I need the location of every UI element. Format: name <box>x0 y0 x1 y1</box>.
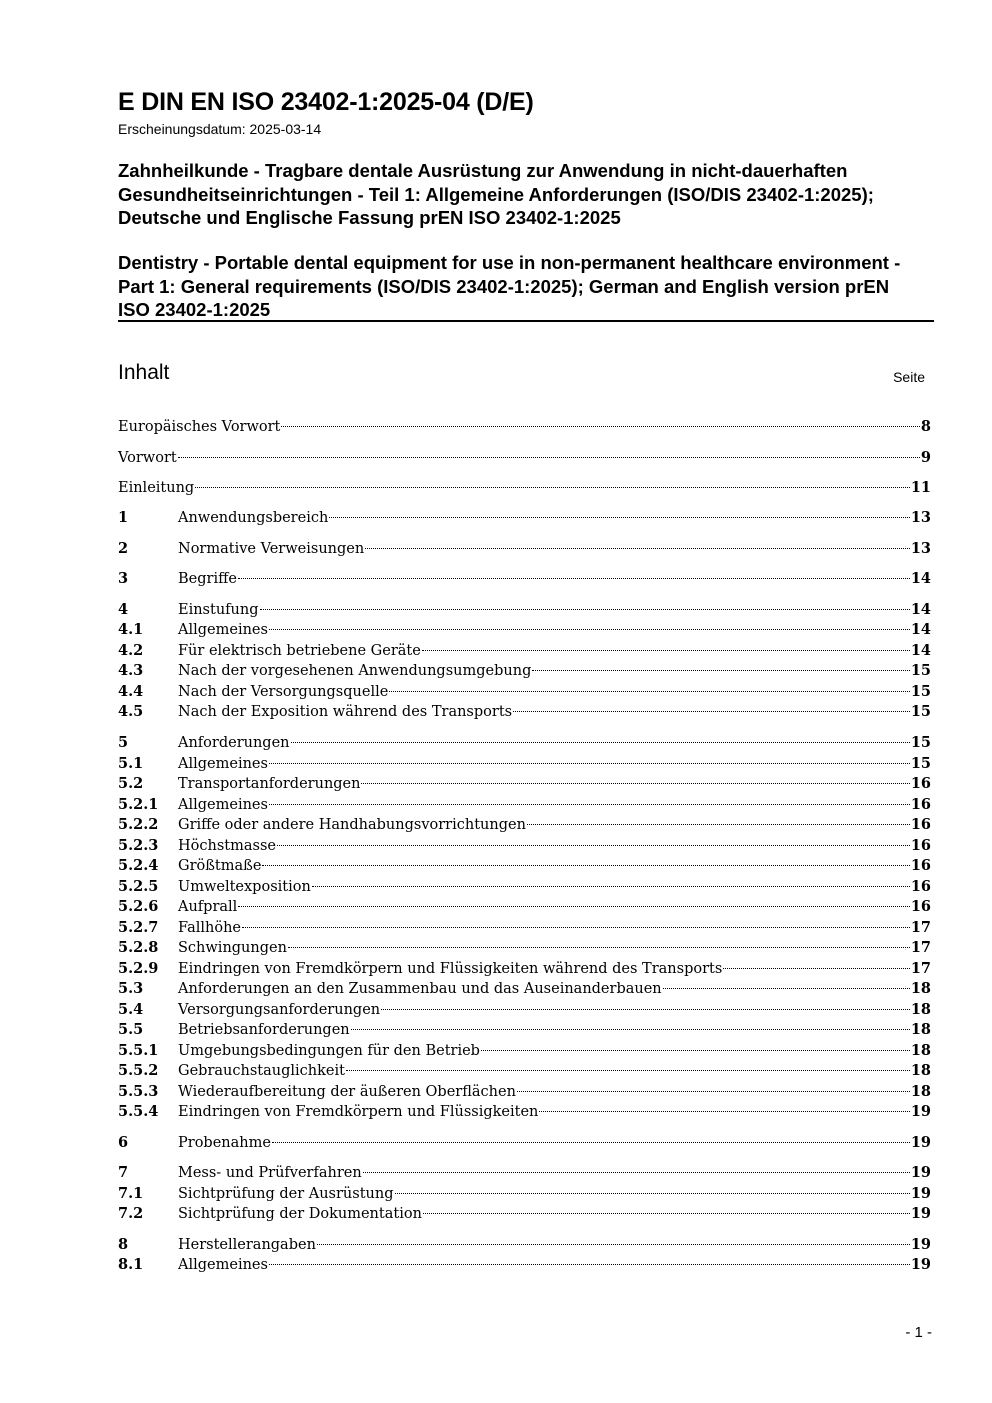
toc-entry-page: 15 <box>910 683 931 700</box>
toc-entry-number: 8 <box>118 1236 129 1253</box>
toc-entry-page: 11 <box>910 479 931 496</box>
toc-dot-leader <box>260 609 910 610</box>
toc-entry-page: 19 <box>910 1134 931 1151</box>
toc-entry[interactable] <box>118 938 931 958</box>
toc-entry-title: Sichtprüfung der Dokumentation <box>178 1206 422 1222</box>
toc-entry[interactable] <box>118 918 931 938</box>
toc-entry[interactable] <box>118 856 931 876</box>
toc-entry[interactable] <box>118 815 931 835</box>
toc-entry[interactable] <box>118 1163 931 1183</box>
toc-entry[interactable] <box>118 1255 931 1275</box>
toc-entry[interactable] <box>118 1041 931 1061</box>
toc-entry-number: 5.5 <box>118 1021 144 1038</box>
toc-dot-leader <box>365 548 910 549</box>
toc-entry[interactable] <box>118 448 931 468</box>
toc-entry-page: 14 <box>910 601 931 618</box>
toc-dot-leader <box>269 629 910 630</box>
toc-entry-number: 6 <box>118 1134 129 1151</box>
toc-dot-leader <box>291 742 910 743</box>
toc-dot-leader <box>269 804 910 805</box>
toc-entry-number: 5.5.2 <box>118 1062 159 1079</box>
toc-entry-number: 4.4 <box>118 683 144 700</box>
toc-entry-number: 2 <box>118 540 129 557</box>
toc-entry-page: 19 <box>910 1236 931 1253</box>
toc-entry-number: 5.3 <box>118 980 144 997</box>
toc-entry-title: Allgemeines <box>178 756 268 772</box>
toc-dot-leader <box>329 517 910 518</box>
toc-entry[interactable] <box>118 1082 931 1102</box>
toc-entry[interactable] <box>118 1235 931 1255</box>
toc-entry-title: Für elektrisch betriebene Geräte <box>178 643 421 659</box>
toc-entry-page: 15 <box>910 703 931 720</box>
toc-entry[interactable] <box>118 641 931 661</box>
toc-entry[interactable] <box>118 877 931 897</box>
toc-entry-title: Nach der Exposition während des Transports <box>178 704 513 720</box>
toc-entry-page: 14 <box>910 570 931 587</box>
toc-dot-leader <box>195 487 910 488</box>
toc-entry[interactable] <box>118 1133 931 1153</box>
title-english: Dentistry - Portable dental equipment for use in non-permanent healthcare environment - Part 1: General requirements (ISO/DIS 23402-1:2025); German and English version prEN ISO 23402-1:2025 <box>118 252 901 320</box>
toc-entry-page: 14 <box>910 642 931 659</box>
toc-entry-page: 18 <box>910 980 931 997</box>
toc-entry-number: 5.2.5 <box>118 878 159 895</box>
toc-entry-number: 4.5 <box>118 703 144 720</box>
toc-entry-title: Eindringen von Fremdkörpern und Flüssigkeiten <box>178 1104 539 1120</box>
toc-entry-page: 16 <box>910 775 931 792</box>
toc-entry-title: Europäisches Vorwort <box>118 419 281 435</box>
toc-entry-title: Wiederaufbereitung der äußeren Oberflächen <box>178 1084 516 1100</box>
page-number: - 1 - <box>905 1324 932 1341</box>
toc-dot-leader <box>272 1142 910 1143</box>
toc-entry-page: 17 <box>910 960 931 977</box>
toc-entry-title: Nach der vorgesehenen Anwendungsumgebung <box>178 663 532 679</box>
toc-entry[interactable] <box>118 508 931 528</box>
toc-entry-number: 7.1 <box>118 1185 144 1202</box>
toc-entry-page: 19 <box>910 1103 931 1120</box>
toc-entry-number: 5.5.4 <box>118 1103 159 1120</box>
toc-entry[interactable] <box>118 733 931 753</box>
toc-entry-title: Schwingungen <box>178 940 287 956</box>
toc-entry-title: Betriebsanforderungen <box>178 1022 350 1038</box>
toc-entry[interactable] <box>118 959 931 979</box>
toc-entry[interactable] <box>118 1204 931 1224</box>
toc-entry-title: Eindringen von Fremdkörpern und Flüssigkeiten während des Transports <box>178 961 723 977</box>
toc-entry-number: 5.2.7 <box>118 919 159 936</box>
toc-entry-title: Versorgungsanforderungen <box>178 1002 381 1018</box>
toc-dot-leader <box>281 426 920 427</box>
toc-entry[interactable] <box>118 897 931 917</box>
toc-entry[interactable] <box>118 661 931 681</box>
toc-entry[interactable] <box>118 1184 931 1204</box>
toc-entry-page: 18 <box>910 1021 931 1038</box>
toc-entry[interactable] <box>118 417 931 437</box>
toc-dot-leader <box>381 1009 910 1010</box>
toc-entry[interactable] <box>118 795 931 815</box>
toc-entry[interactable] <box>118 1020 931 1040</box>
toc-entry-title: Anwendungsbereich <box>178 510 329 526</box>
toc-entry-number: 4.3 <box>118 662 144 679</box>
toc-dot-leader <box>361 783 909 784</box>
toc-entry-title: Anforderungen an den Zusammenbau und das Auseinanderbauen <box>178 981 662 997</box>
toc-entry-title: Höchstmasse <box>178 838 276 854</box>
toc-dot-leader <box>363 1172 910 1173</box>
toc-entry-title: Einleitung <box>118 480 195 496</box>
toc-dot-leader <box>351 1029 910 1030</box>
toc-entry-title: Normative Verweisungen <box>178 541 365 557</box>
toc-entry-page: 16 <box>910 878 931 895</box>
toc-entry[interactable] <box>118 1061 931 1081</box>
toc-entry-title: Anforderungen <box>178 735 290 751</box>
toc-entry-number: 3 <box>118 570 129 587</box>
toc-entry-title: Fallhöhe <box>178 920 241 936</box>
toc-entry-page: 15 <box>910 662 931 679</box>
toc-entry-page: 16 <box>910 837 931 854</box>
toc-entry-number: 5.5.1 <box>118 1042 159 1059</box>
toc-entry[interactable] <box>118 682 931 702</box>
toc-entry-page: 15 <box>910 755 931 772</box>
toc-entry[interactable] <box>118 620 931 640</box>
toc-entry[interactable] <box>118 774 931 794</box>
toc-entry-title: Allgemeines <box>178 1257 268 1273</box>
toc-entry-number: 7.2 <box>118 1205 144 1222</box>
toc-entry-title: Mess- und Prüfverfahren <box>178 1165 362 1181</box>
toc-entry-page: 16 <box>910 816 931 833</box>
toc-dot-leader <box>277 845 910 846</box>
toc-entry-title: Gebrauchstauglichkeit <box>178 1063 345 1079</box>
toc-dot-leader <box>238 578 910 579</box>
toc-entry[interactable] <box>118 1102 931 1122</box>
toc-entry-page: 14 <box>910 621 931 638</box>
toc-heading: Inhalt <box>118 361 170 384</box>
toc-dot-leader <box>242 927 910 928</box>
toc-entry[interactable] <box>118 979 931 999</box>
toc-entry-number: 1 <box>118 509 129 526</box>
toc-dot-leader <box>269 763 910 764</box>
toc-entry-title: Transportanforderungen <box>178 776 361 792</box>
toc-dot-leader <box>317 1244 910 1245</box>
toc-entry-page: 19 <box>910 1256 931 1273</box>
toc-dot-leader <box>527 824 910 825</box>
toc-dot-leader <box>312 886 910 887</box>
toc-entry-title: Umweltexposition <box>178 879 311 895</box>
title-divider <box>118 320 934 322</box>
toc-dot-leader <box>178 457 920 458</box>
toc-entry-page: 13 <box>910 509 931 526</box>
toc-dot-leader <box>262 865 909 866</box>
toc-entry-page: 9 <box>920 449 931 466</box>
toc-dot-leader <box>481 1050 910 1051</box>
toc-dot-leader <box>423 1213 910 1214</box>
toc-entry-page: 16 <box>910 796 931 813</box>
toc-entry-page: 8 <box>920 418 931 435</box>
toc-entry[interactable] <box>118 1000 931 1020</box>
toc-entry-number: 5.2.9 <box>118 960 159 977</box>
toc-entry-number: 5.2.8 <box>118 939 159 956</box>
toc-entry-title: Begriffe <box>178 571 237 587</box>
toc-entry-title: Größtmaße <box>178 858 262 874</box>
toc-dot-leader <box>422 650 910 651</box>
document-id: E DIN EN ISO 23402-1:2025-04 (D/E) <box>118 88 534 116</box>
toc-entry-number: 4.1 <box>118 621 144 638</box>
toc-entry-number: 4.2 <box>118 642 144 659</box>
toc-entry-page: 19 <box>910 1185 931 1202</box>
toc-dot-leader <box>269 1264 910 1265</box>
toc-entry-number: 5.1 <box>118 755 144 772</box>
toc-entry-page: 17 <box>910 919 931 936</box>
toc-entry-title: Sichtprüfung der Ausrüstung <box>178 1186 394 1202</box>
toc-entry[interactable] <box>118 478 931 498</box>
toc-entry-number: 5.2 <box>118 775 144 792</box>
toc-entry-title: Vorwort <box>118 450 177 466</box>
toc-dot-leader <box>395 1193 910 1194</box>
toc-entry-page: 16 <box>910 898 931 915</box>
toc-entry-page: 18 <box>910 1001 931 1018</box>
toc-entry[interactable] <box>118 600 931 620</box>
toc-entry-number: 7 <box>118 1164 129 1181</box>
toc-entry-title: Aufprall <box>178 899 238 915</box>
toc-entry-page: 15 <box>910 734 931 751</box>
toc-entry-page: 13 <box>910 540 931 557</box>
toc-dot-leader <box>539 1111 909 1112</box>
toc-entry-number: 5.2.1 <box>118 796 159 813</box>
toc-entry-number: 5.2.6 <box>118 898 159 915</box>
toc-dot-leader <box>723 968 910 969</box>
toc-entry-page: 18 <box>910 1062 931 1079</box>
toc-entry-title: Allgemeines <box>178 622 268 638</box>
toc-entry-page: 18 <box>910 1042 931 1059</box>
toc-dot-leader <box>513 711 910 712</box>
toc-dot-leader <box>288 947 910 948</box>
toc-entry-page: 19 <box>910 1164 931 1181</box>
toc-entry-title: Allgemeines <box>178 797 268 813</box>
toc-dot-leader <box>346 1070 910 1071</box>
toc-entry[interactable] <box>118 569 931 589</box>
publication-date: Erscheinungsdatum: 2025-03-14 <box>118 121 322 137</box>
toc-entry-title: Griffe oder andere Handhabungsvorrichtungen <box>178 817 526 833</box>
toc-dot-leader <box>517 1091 910 1092</box>
toc-entry-number: 5 <box>118 734 129 751</box>
toc-entry-page: 19 <box>910 1205 931 1222</box>
toc-entry-number: 5.2.3 <box>118 837 159 854</box>
toc-entry-page: 16 <box>910 857 931 874</box>
toc-entry-number: 4 <box>118 601 129 618</box>
toc-entry[interactable] <box>118 836 931 856</box>
toc-entry-title: Einstufung <box>178 602 259 618</box>
title-german: Zahnheilkunde - Tragbare dentale Ausrüstung zur Anwendung in nicht-dauerhaften Gesundheitseinrichtungen - Teil 1: Allgemeine Anforderungen (ISO/DIS 23402-1:2025); Deutsche und Englische Fassung prEN ISO 23402-1:2025 <box>118 160 874 228</box>
toc-entry-page: 17 <box>910 939 931 956</box>
toc-entry-title: Nach der Versorgungsquelle <box>178 684 389 700</box>
toc-entry-title: Herstellerangaben <box>178 1237 316 1253</box>
toc-entry-page: 18 <box>910 1083 931 1100</box>
toc-entry-number: 5.2.4 <box>118 857 159 874</box>
toc-dot-leader <box>389 691 910 692</box>
toc-entry[interactable] <box>118 702 931 722</box>
toc-entry-number: 5.4 <box>118 1001 144 1018</box>
toc-dot-leader <box>663 988 910 989</box>
toc-entry-number: 8.1 <box>118 1256 144 1273</box>
toc-entry-number: 5.2.2 <box>118 816 159 833</box>
toc-dot-leader <box>238 906 910 907</box>
toc-page-column-label: Seite <box>893 369 925 385</box>
toc-entry[interactable] <box>118 539 931 559</box>
toc-entry[interactable] <box>118 754 931 774</box>
toc-entry-number: 5.5.3 <box>118 1083 159 1100</box>
toc-entry-title: Probenahme <box>178 1135 271 1151</box>
toc-entry-title: Umgebungsbedingungen für den Betrieb <box>178 1043 480 1059</box>
toc-dot-leader <box>532 670 909 671</box>
